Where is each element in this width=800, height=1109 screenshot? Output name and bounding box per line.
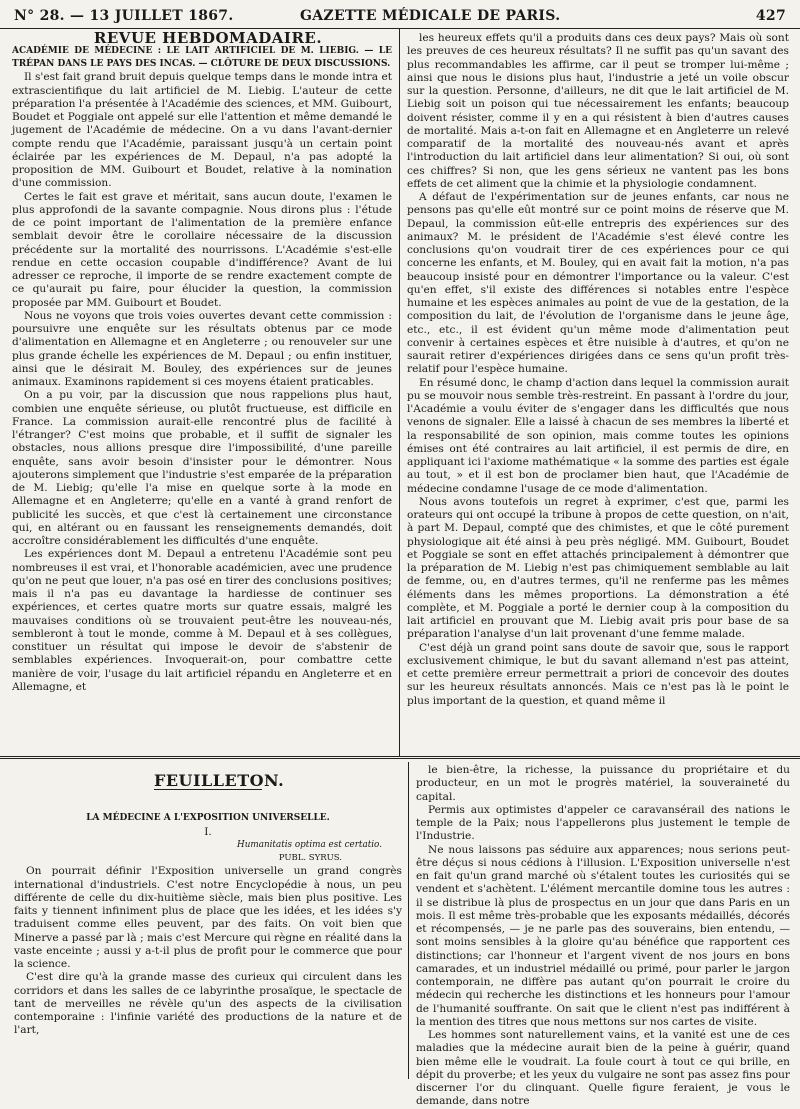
revue-left-column	[12, 29, 392, 752]
feuilleton-separator	[0, 756, 800, 757]
revue-summary: ACADÉMIE DE MÉDECINE : LE LAIT ARTIFICIEL DE M. LIEBIG. — LE TRÉPAN DANS LE PAYS DES INCAS. — CLÔTURE DE DEUX DISCUSSIONS.	[12, 46, 392, 70]
paragraph: Permis aux optimistes d'appeler ce caravansérail des nations le temple de la Paix; nous l'appellerons plus justement le temple de l'Industrie.	[416, 803, 790, 843]
issue-date: N° 28. — 13 JUILLET 1867.	[14, 8, 234, 24]
epigraph: Humanitatis optima est certatio.	[237, 839, 382, 850]
paragraph: Il s'est fait grand bruit depuis quelque temps dans le monde intra et extrascientifique du lait artificiel de M. Liebig. L'auteur de cette préparation l'a présentée à l'Académie des sciences, et MM. Guibourt, Boudet et Poggiale ont appelé sur elle l'attention et même demandé le jugement de l'Académie de médecine. On a vu dans l'avant-dernier compte rendu que l'Académie, paraissant jusqu'à un certain point éclairée par les expériences de M. Depaul, n'a pas adopté la proposition de MM. Guibourt et Boudet, relative à la nomination d'une commission.	[12, 71, 392, 190]
feuilleton-separator-double	[0, 758, 800, 759]
paragraph: C'est déjà un grand point sans doute de savoir que, sous le rapport exclusivement chimique, le but du savant allemand n'est pas atteint, et cette première erreur permettrait a priori de concevoir des doutes sur les heureux résultats annoncés. Mais ce n'est pas là le point le plus important de la question, et quand même il	[407, 641, 789, 707]
paragraph: C'est dire qu'à la grande masse des curieux qui circulent dans les corridors et dans les salles de ce labyrinthe prosaïque, le spectacle de tant de merveilles ne révèle qu'un des aspects de la civilisation contemporaine : l'infinie variété des productions de la nature et de l'art,	[14, 971, 402, 1037]
chapter-numeral: I.	[204, 825, 212, 838]
feuilleton-title: FEUILLETON.	[154, 771, 285, 790]
journal-title: GAZETTE MÉDICALE DE PARIS.	[300, 8, 561, 24]
paragraph: Ne nous laissons pas séduire aux apparences; nous serions peut-être déçus si nous cédions à l'illusion. L'Exposition universelle n'est en fait qu'un grand marché où s'étalent toutes les curiosités qui se vendent et s'achètent. L'élément mercantile domine tous les autres : il se distribue là plus de prospectus en un jour que dans Paris en un mois. Il est même très-probable que les exposants médaillés, décorés et récompensés, — je ne parle pas des souverains, bien entendu, — sont moins sensibles à la gloire qu'au bénéfice que rapportent ces distinctions; car l'honneur et l'argent vivent de nos jours en bons camarades, et un industriel médaillé ou primé, pour parler le jargon contemporain, ne diffère pas autant qu'on pourrait le croire du médecin qui recherche les distinctions et les honneurs pour l'amour de l'humanité souffrante. On sait que le client n'est pas indifférent à la mention des titres que nous mettons sur nos cartes de visite.	[416, 843, 790, 1028]
paragraph: Nous ne voyons que trois voies ouvertes devant cette commission : poursuivre une enquête sur les résultats obtenus par ce mode d'alimentation en Allemagne et en Angleterre ; ou renouveler sur une plus grande échelle les expériences de M. Depaul ; ou enfin instituer, ainsi que le désirait M. Bouley, des expériences sur de jeunes animaux. Examinons rapidement si ces moyens étaient praticables.	[12, 309, 392, 388]
feuilleton-subtitle: LA MÉDECINE A L'EXPOSITION UNIVERSELLE.	[86, 813, 330, 824]
paragraph: les heureux effets qu'il a produits dans ces deux pays? Mais où sont les preuves de ces heureux résultats? Il ne suffit pas qu'un savant des plus recommandables les affirme, car il peut se tromper lui-même ; ainsi que nous le disions plus haut, l'industrie a jeté un voile obscur sur la question. Personne, d'ailleurs, ne dit que le lait artificiel de M. Liebig soit un poison qui tue nécessairement les enfants; beaucoup doivent résister, comme il y en a qui résistent à bien d'autres causes de mortalité. Mais a-t-on fait en Allemagne et en Angleterre un relevé comparatif de la mortalité des nouveau-nés avant et après l'introduction du lait artificiel dans leur alimentation? Si oui, où sont ces chiffres? Si non, que les gens sérieux ne vantent pas les bons effets de cet aliment que la chimie et la physiologie condamnent.	[407, 32, 789, 190]
paragraph: Les hommes sont naturellement vains, et la vanité est une de ces maladies que la médecine aurait bien de la peine à guérir, quand bien même elle le voudrait. La foule court à tout ce qui brille, en dépit du proverbe; et les yeux du vulgaire ne sont pas assez fins pour discerner l'or du clinquant. Quelle figure feraient, je vous le demande, dans notre	[416, 1029, 790, 1108]
feuilleton-left-column	[14, 764, 402, 1076]
page-header	[0, 0, 800, 29]
revue-right-column	[407, 32, 789, 752]
paragraph: Les expériences dont M. Depaul a entretenu l'Académie sont peu nombreuses il est vrai, et l'honorable académicien, avec une prudence qu'on ne peut que louer, n'a pas osé en tirer des conclusions positives; mais il n'a pas eu davantage la hardiesse de continuer ses expériences, et certes quatre morts sur quatre essais, malgré les mauvaises conditions où se trouvaient peut-être les nouveau-nés, sembleront à tout le monde, comme à M. Depaul et à ses collègues, constituer un résultat qui impose le devoir de s'abstenir de semblables expériences. Invoquerait-on, pour combattre cette manière de voir, l'usage du lait artificiel répandu en Angleterre et en Allemagne, et	[12, 548, 392, 693]
epigraph-author: PUBL. SYRUS.	[278, 853, 342, 863]
paragraph: On pourrait définir l'Exposition universelle un grand congrès international d'industriels. C'est notre Encyclopédie à nous, un peu différente de celle du dix-huitième siècle, mais bien plus positive. Les faits y tiennent infiniment plus de place que les idées, et les idées s'y traduisent comme elles peuvent, par des faits. On voit bien que Minerve a passé par là ; mais c'est Mercure qui règne en réalité dans la vaste enceinte ; aussi y a-t-il plus de profit pour le commerce que pour la science.	[14, 865, 402, 970]
paragraph: On a pu voir, par la discussion que nous rappelions plus haut, combien une enquête sérieuse, ou plutôt fructueuse, est difficile en France. La commission aurait-elle rencontré plus de facilité à l'étranger? C'est moins que probable, et il suffit de signaler les obstacles, nous allions presque dire l'impossibilité, d'une pareille enquête, sans avoir besoin d'insister pour le démontrer. Nous ajouterons simplement que l'industrie s'est emparée de la préparation de M. Liebig; qu'elle l'a mise en quelque sorte à la mode en Allemagne et en Angleterre; qu'elle en a vanté à grand renfort de publicité les succès, et que c'est là certainement une circonstance qui, en altérant ou en faussant les renseignements demandés, doit accroître considérablement les difficultés d'une enquête.	[12, 389, 392, 547]
paragraph: A défaut de l'expérimentation sur de jeunes enfants, car nous ne pensons pas qu'elle eût montré sur ce point moins de réserve que M. Depaul, la commission eût-elle entrepris des expériences sur des animaux? M. le président de l'Académie s'est élevé contre les conclusions qu'on voudrait tirer de ces expériences pour ce qui concerne les enfants, et M. Bouley, qui en avait fait la motion, n'a pas beaucoup insisté pour en démontrer l'importance ou la valeur. C'est qu'en effet, s'il existe des différences si notables entre l'espèce humaine et les espèces animales au point de vue de la gestation, de la composition du lait, de l'évolution de l'organisme dans le jeune âge, etc., etc., il est évident qu'un même mode d'alimentation peut convenir à certaines espèces et être nuisible à d'autres, et qu'on ne saurait retirer d'expériences dirigées dans ce sens qu'un profit très-relatif pour l'espèce humaine.	[407, 191, 789, 376]
paragraph: le bien-être, la richesse, la puissance du propriétaire et du producteur, en un mot le progrès matériel, la souveraineté du capital.	[416, 764, 790, 803]
paragraph: Nous avons toutefois un regret à exprimer, c'est que, parmi les orateurs qui ont occupé la tribune à propos de cette question, on n'ait, à part M. Depaul, compté que des chimistes, et que le côté purement physiologique ait été ainsi à peu près négligé. MM. Guibourt, Boudet et Poggiale se sont en effet attachés principalement à démontrer que la préparation de M. Liebig n'est pas chimiquement semblable au lait de femme, ou, en d'autres termes, qu'il ne renferme pas les mêmes éléments dans les mêmes proportions. La démonstration a été complète, et M. Poggiale a porté le dernier coup à la composition du lait artificiel en prouvant que M. Liebig avait pris pour base de sa préparation l'analyse d'un lait provenant d'une femme malade.	[407, 495, 789, 641]
revue-title: REVUE HEBDOMADAIRE.	[93, 29, 323, 47]
paragraph: Certes le fait est grave et méritait, sans aucun doute, l'examen le plus approfondi de la savante compagnie. Nous dirons plus : l'étude de ce point important de l'alimentation de la première enfance semblait devoir être le corollaire nécessaire de la discussion précédente sur la mortalité des nourrissons. L'Académie s'est-elle rendue en cette occasion coupable d'indifférence? Avant de lui adresser ce reproche, il importe de se rendre exactement compte de ce qu'aurait pu faire, pour élucider la question, la commission proposée par MM. Guibourt et Boudet.	[12, 190, 392, 309]
column-divider-bottom	[408, 762, 409, 1079]
paragraph: En résumé donc, le champ d'action dans lequel la commission aurait pu se mouvoir nous semble très-restreint. En passant à l'ordre du jour, l'Académie a voulu éviter de s'engager dans les difficultés que nous venons de signaler. Elle a laissé à chacun de ses membres la liberté et la responsabilité de son opinion, mais comme toutes les opinions émises ont été contraires au lait artificiel, il est permis de dire, en appliquant ici l'axiome mathématique « la somme des parties est égale au tout, » et il est bon de proclamer bien haut, que l'Académie de médecine condamne l'usage de ce mode d'alimentation.	[407, 376, 789, 495]
feuilleton-right-column	[416, 764, 790, 1108]
page-number: 427	[755, 8, 786, 24]
column-divider-top	[399, 28, 400, 756]
